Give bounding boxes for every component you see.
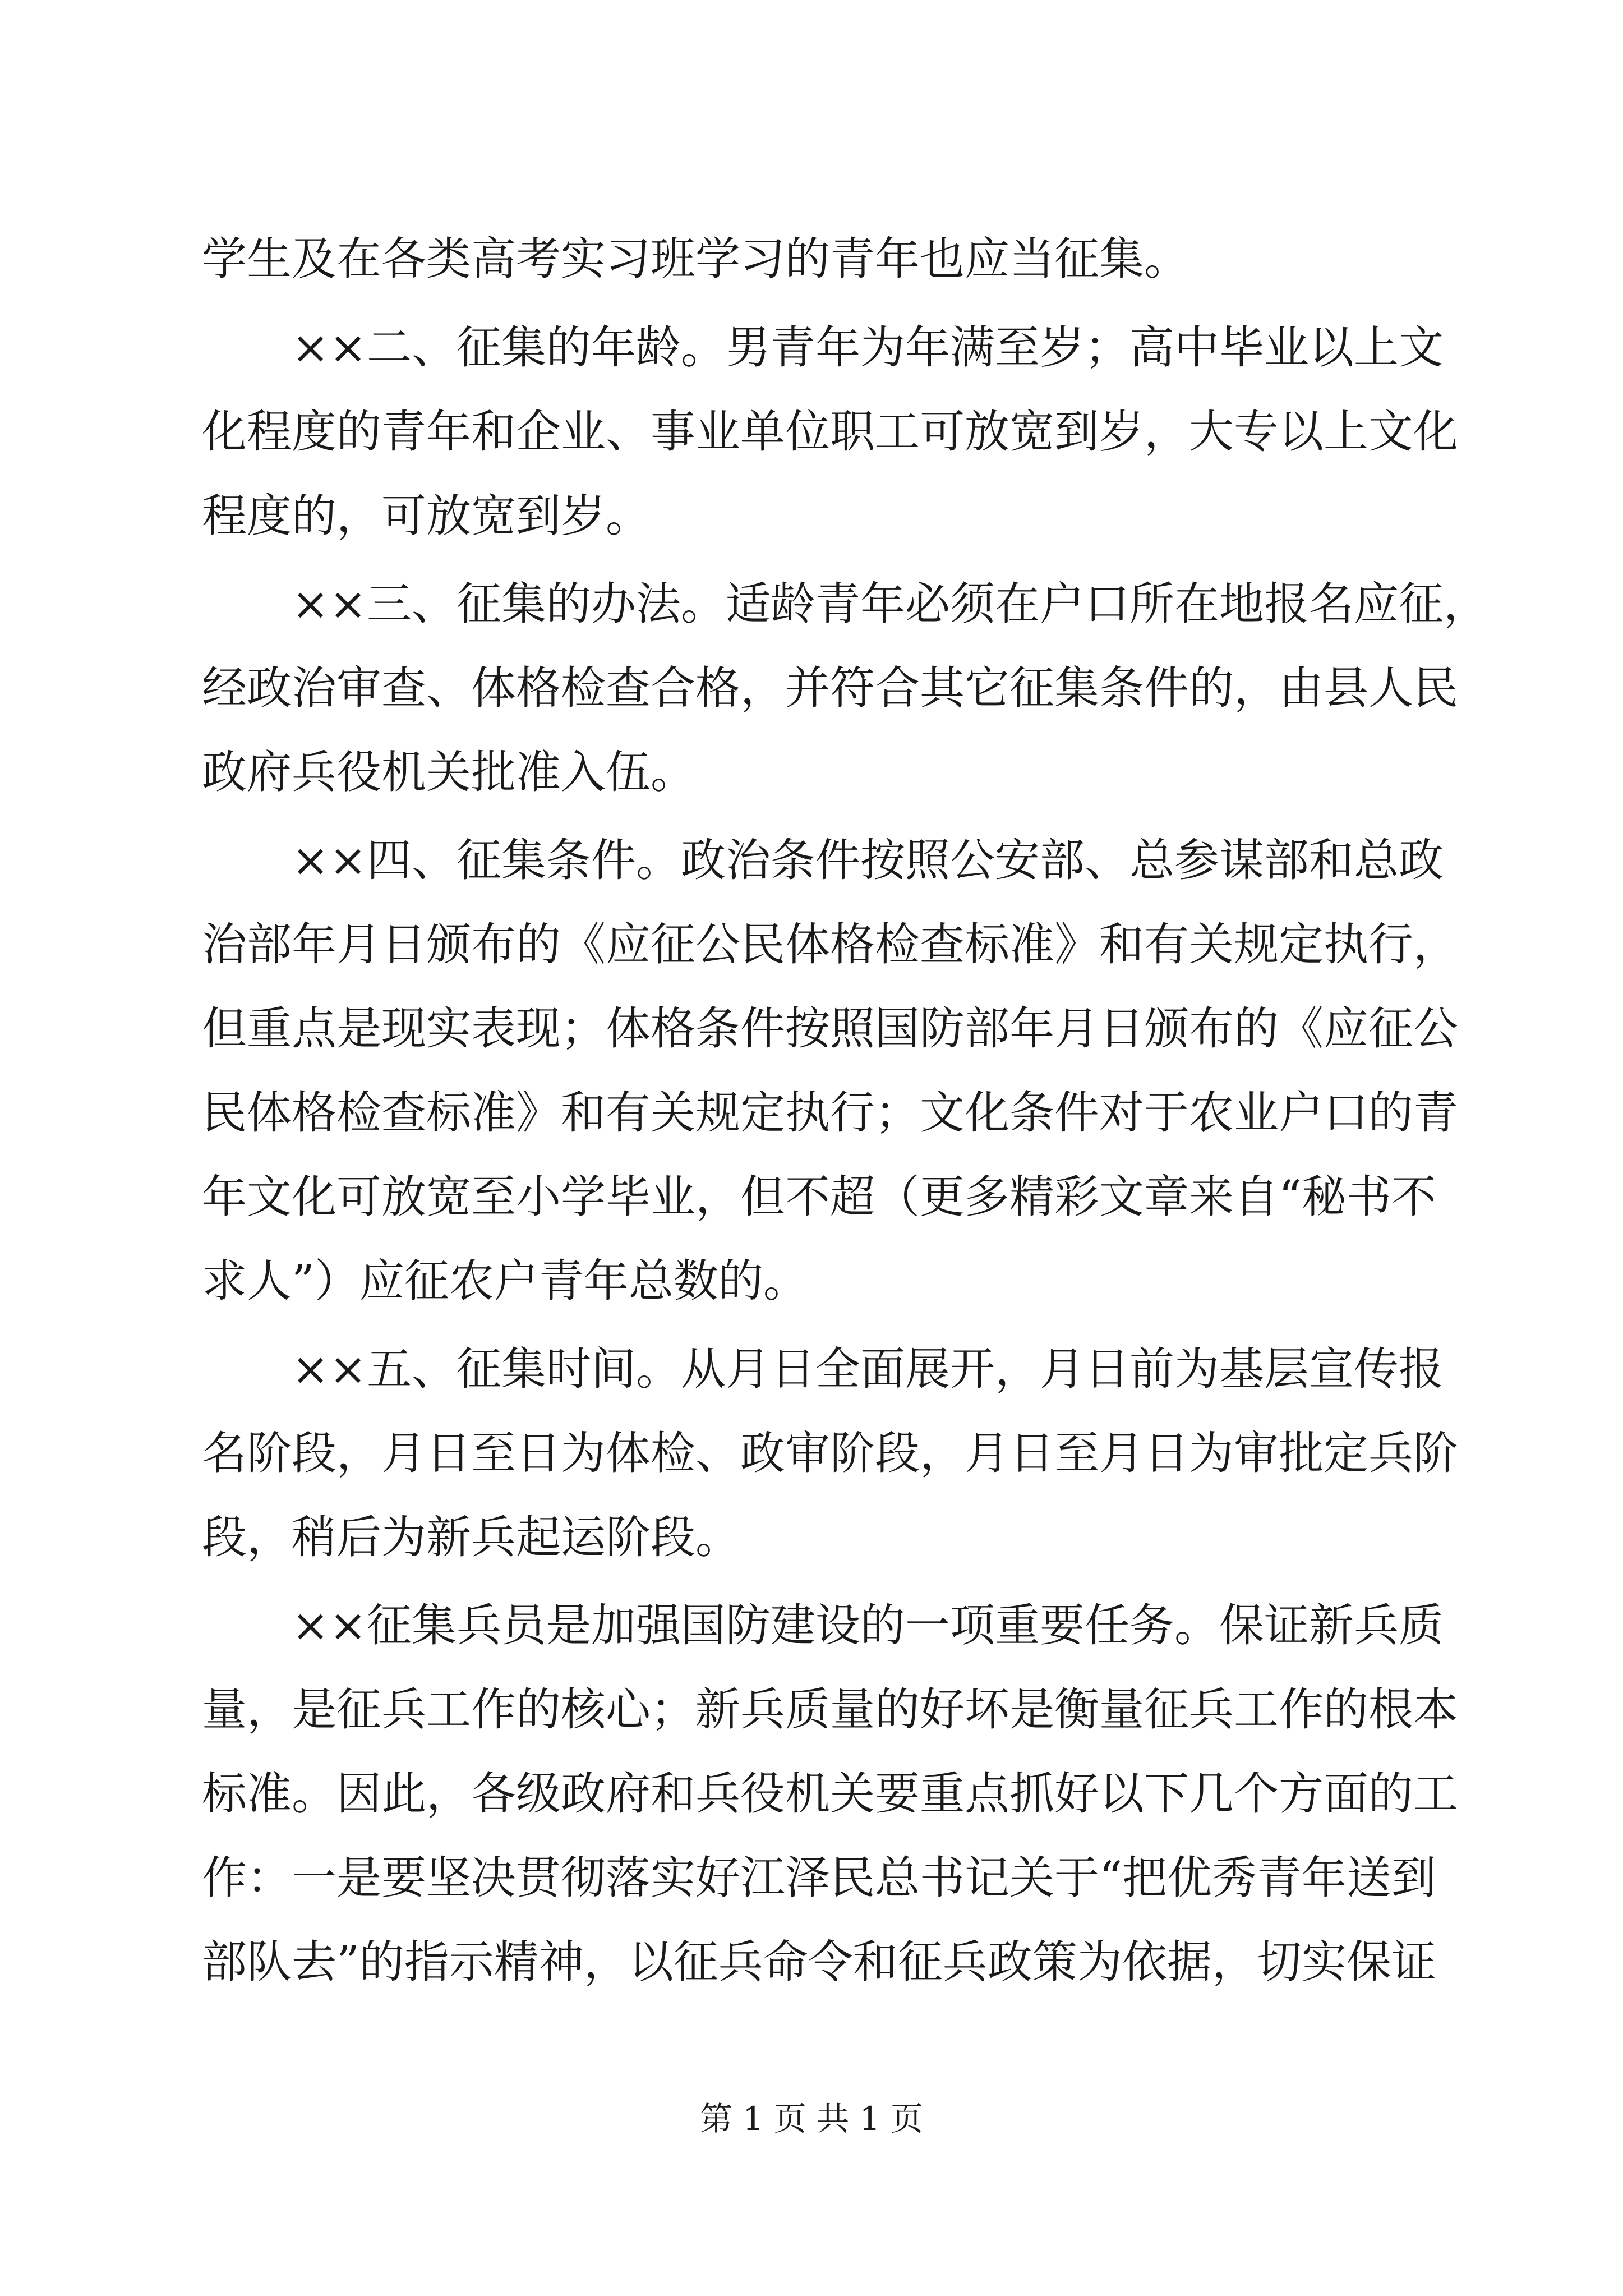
body-line: 化程度的青年和企业、事业单位职工可放宽到岁，大专以上文化	[202, 406, 1458, 458]
body-line: 程度的，可放宽到岁。	[202, 490, 651, 542]
body-line: 部队去”的指示精神，以征兵命令和征兵政策为依据，切实保证	[202, 1936, 1436, 1988]
body-line: 治部年月日颁布的《应征公民体格检查标准》和有关规定执行，	[202, 918, 1458, 970]
body-line: ××征集兵员是加强国防建设的一项重要任务。保证新兵质	[202, 1599, 1444, 1651]
body-line: 学生及在各类高考实习班学习的青年也应当征集。	[202, 233, 1189, 285]
body-line: 求人”）应征农户青年总数的。	[202, 1255, 808, 1307]
body-line: ××三、征集的办法。适龄青年必须在户口所在地报名应征，	[202, 578, 1489, 630]
body-line: ××四、征集条件。政治条件按照公安部、总参谋部和总政	[202, 834, 1444, 886]
body-line: 量，是征兵工作的核心；新兵质量的好坏是衡量征兵工作的根本	[202, 1683, 1458, 1736]
body-line: 作：一是要坚决贯彻落实好江泽民总书记关于“把优秀青年送到	[202, 1852, 1436, 1904]
body-line: ××二、征集的年龄。男青年为年满至岁；高中毕业以上文	[202, 321, 1444, 374]
body-line: 民体格检查标准》和有关规定执行；文化条件对于农业户口的青	[202, 1087, 1458, 1139]
page-footer: 第 1 页 共 1 页	[700, 2100, 923, 2138]
body-line: 段，稍后为新兵起运阶段。	[202, 1511, 740, 1563]
body-line: ××五、征集时间。从月日全面展开，月日前为基层宣传报	[202, 1343, 1444, 1395]
body-line: 名阶段，月日至日为体检、政审阶段，月日至月日为审批定兵阶	[202, 1427, 1458, 1479]
body-line: 年文化可放宽至小学毕业，但不超（更多精彩文章来自“秘书不	[202, 1171, 1436, 1223]
body-line: 标准。因此，各级政府和兵役机关要重点抓好以下几个方面的工	[202, 1768, 1458, 1820]
body-line: 政府兵役机关批准入伍。	[202, 746, 695, 798]
body-line: 经政治审查、体格检查合格，并符合其它征集条件的，由县人民	[202, 662, 1458, 714]
body-line: 但重点是现实表现；体格条件按照国防部年月日颁布的《应征公	[202, 1002, 1458, 1055]
